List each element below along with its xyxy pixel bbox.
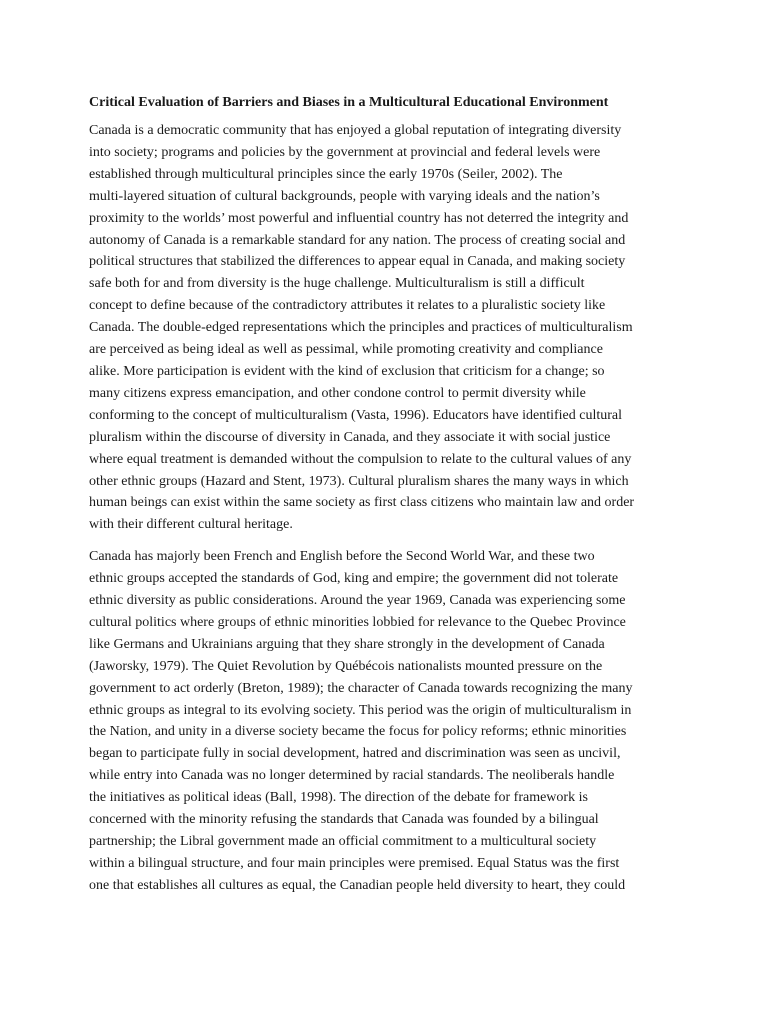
text-line: Canada has majorly been French and English before the Second World War, and these two bbox=[89, 549, 595, 565]
text-line: (Jaworsky, 1979). The Quiet Revolution by Québécois nationalists mounted pressure on the bbox=[89, 658, 603, 674]
text-line: safe both for and from diversity is the huge challenge. Multiculturalism is still a difficult bbox=[89, 276, 585, 292]
text-line: government to act orderly (Breton, 1989); the character of Canada towards recognizing the many bbox=[89, 680, 633, 696]
text-line: alike. More participation is evident with the kind of exclusion that criticism for a change; so bbox=[89, 363, 605, 379]
text-line: are perceived as being ideal as well as pessimal, while promoting creativity and compliance bbox=[89, 342, 603, 358]
text-line: political structures that stabilized the differences to appear equal in Canada, and making society bbox=[89, 254, 626, 270]
paragraph bbox=[89, 120, 679, 536]
text-line: with their different cultural heritage. bbox=[89, 517, 293, 533]
text-line: multi-layered situation of cultural backgrounds, people with varying ideals and the nation’s bbox=[89, 188, 600, 204]
text-line: cultural politics where groups of ethnic minorities lobbied for relevance to the Quebec Province bbox=[89, 614, 626, 630]
document-title: Critical Evaluation of Barriers and Biases in a Multicultural Educational Environment bbox=[89, 95, 609, 110]
text-line: human beings can exist within the same society as first class citizens who maintain law and order bbox=[89, 495, 635, 511]
text-line: into society; programs and policies by the government at provincial and federal levels were bbox=[89, 144, 601, 160]
text-line: ethnic groups accepted the standards of God, king and empire; the government did not tolerate bbox=[89, 571, 619, 587]
text-line: Canada is a democratic community that has enjoyed a global reputation of integrating diversity bbox=[89, 123, 622, 138]
text-line: the Nation, and unity in a diverse society became the focus for policy reforms; ethnic minorities bbox=[89, 724, 627, 740]
text-line: began to participate fully in social development, hatred and discrimination was seen as uncivil, bbox=[89, 746, 621, 762]
text-line: Canada. The double-edged representations which the principles and practices of multiculturalism bbox=[89, 320, 633, 336]
text-line: the initiatives as political ideas (Ball, 1998). The direction of the debate for framework is bbox=[89, 790, 588, 806]
text-line: concerned with the minority refusing the standards that Canada was founded by a bilingual bbox=[89, 812, 599, 828]
text-line: concept to define because of the contradictory attributes it relates to a pluralistic society like bbox=[89, 298, 606, 314]
paragraph-container bbox=[89, 120, 679, 897]
document-body bbox=[89, 92, 679, 907]
text-line: other ethnic groups (Hazard and Stent, 1973). Cultural pluralism shares the many ways in which bbox=[89, 473, 629, 489]
text-line: like Germans and Ukrainians arguing that they share strongly in the development of Canada bbox=[89, 636, 605, 652]
text-line: while entry into Canada was no longer determined by racial standards. The neoliberals handle bbox=[89, 768, 615, 784]
text-line: pluralism within the discourse of diversity in Canada, and they associate it with social justice bbox=[89, 429, 611, 445]
paragraph bbox=[89, 546, 679, 897]
text-line: proximity to the worlds’ most powerful and influential country has not deterred the integrity and bbox=[89, 210, 629, 226]
text-line: many citizens express emancipation, and other condone control to permit diversity while bbox=[89, 385, 586, 401]
text-line: within a bilingual structure, and four main principles were premised. Equal Status was the first bbox=[89, 855, 620, 871]
text-line: partnership; the Libral government made an official commitment to a multicultural society bbox=[89, 834, 597, 849]
text-line: established through multicultural principles since the early 1970s (Seiler, 2002). The bbox=[89, 166, 563, 182]
text-line: autonomy of Canada is a remarkable standard for any nation. The process of creating social and bbox=[89, 232, 626, 248]
text-line: where equal treatment is demanded without the compulsion to relate to the cultural values of any bbox=[89, 451, 632, 467]
text-line: ethnic diversity as public considerations. Around the year 1969, Canada was experiencing some bbox=[89, 593, 626, 609]
text-line: ethnic groups as integral to its evolving society. This period was the origin of multiculturalism in bbox=[89, 702, 632, 718]
text-line: conforming to the concept of multiculturalism (Vasta, 1996). Educators have identified cultural bbox=[89, 407, 623, 423]
text-line: one that establishes all cultures as equal, the Canadian people held diversity to heart, they could bbox=[89, 877, 626, 893]
